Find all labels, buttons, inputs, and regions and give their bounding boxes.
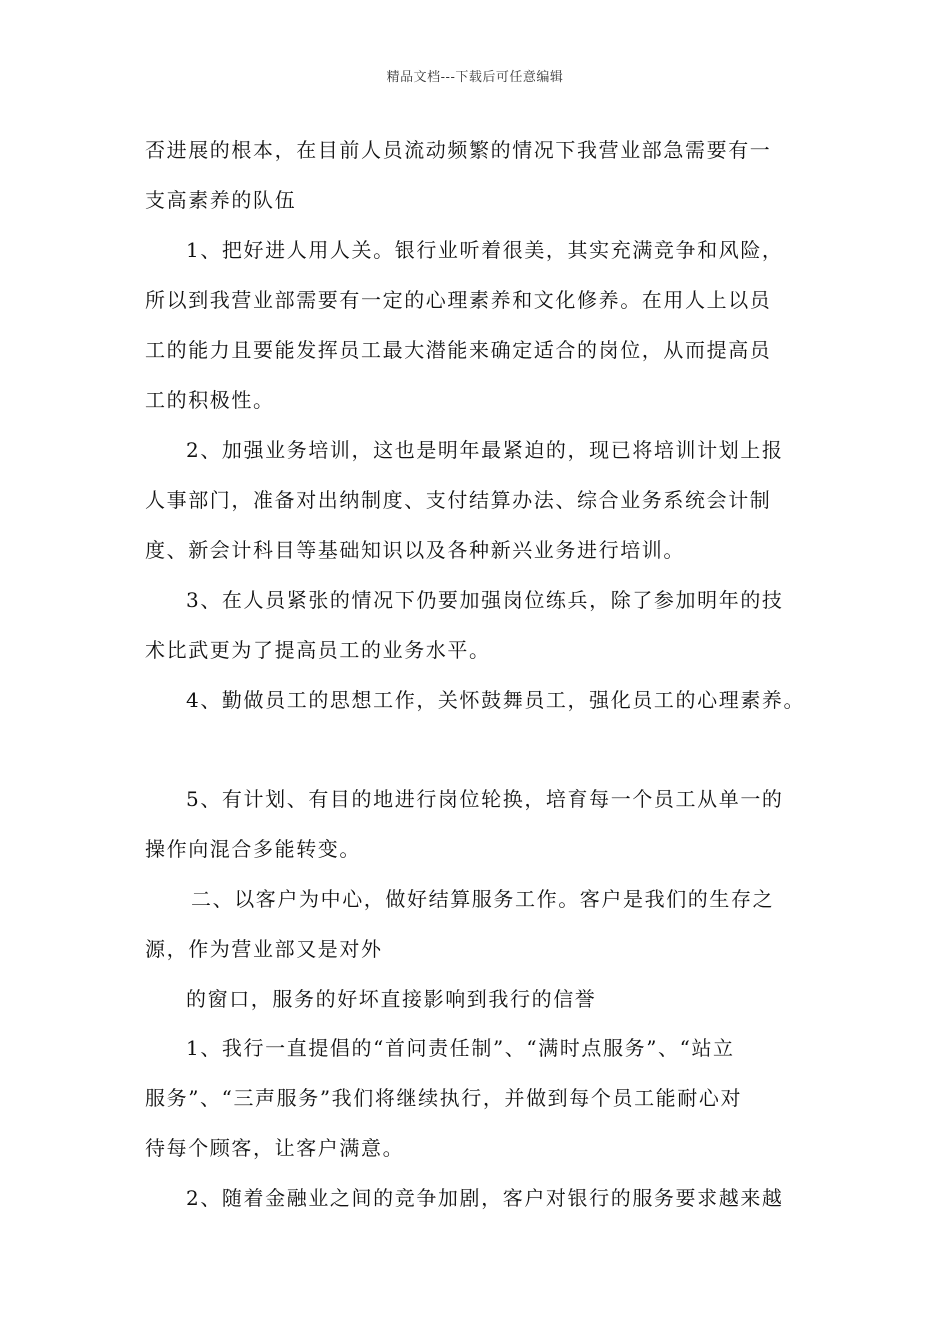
- paragraph-line: 二、以客户为中心，做好结算服务工作。客户是我们的生存之: [191, 887, 775, 911]
- body-line: 度、新会计科目等基础知识以及各种新兴业务进行培训。: [145, 538, 685, 562]
- paragraph-line: 的窗口，服务的好坏直接影响到我行的信誉: [186, 987, 597, 1011]
- body-line: 术比武更为了提高员工的业务水平。: [145, 638, 491, 662]
- paragraph-line: 1、我行一直提倡的“首问责任制”、“满时点服务”、“站立: [186, 1036, 735, 1060]
- body-line: 人事部门，准备对出纳制度、支付结算办法、综合业务系统会计制: [145, 488, 772, 512]
- paragraph-line: 2、随着金融业之间的竞争加剧，客户对银行的服务要求越来越: [186, 1186, 784, 1210]
- body-line: 否进展的根本，在目前人员流动频繁的情况下我营业部急需要有一: [145, 138, 772, 162]
- page-header: 精品文档---下载后可任意编辑: [386, 70, 564, 85]
- body-line: 服务”、“三声服务”我们将继续执行，并做到每个员工能耐心对: [145, 1086, 743, 1110]
- body-line: 源，作为营业部又是对外: [145, 937, 383, 961]
- body-line: 所以到我营业部需要有一定的心理素养和文化修养。在用人上以员: [145, 288, 772, 312]
- body-line: 支高素养的队伍: [145, 188, 297, 212]
- paragraph-line: 5、有计划、有目的地进行岗位轮换，培育每一个员工从单一的: [186, 787, 784, 811]
- body-line: 待每个顾客，让客户满意。: [145, 1136, 405, 1160]
- body-line: 操作向混合多能转变。: [145, 837, 361, 861]
- paragraph-line: 1、把好进人用人关。银行业听着很美，其实充满竞争和风险，: [186, 238, 784, 262]
- body-line: 工的能力且要能发挥员工最大潜能来确定适合的岗位，从而提高员: [145, 338, 772, 362]
- paragraph-line: 4、勤做员工的思想工作，关怀鼓舞员工，强化员工的心理素养。: [186, 688, 806, 712]
- body-line: 工的积极性。: [145, 388, 275, 412]
- paragraph-line: 3、在人员紧张的情况下仍要加强岗位练兵，除了参加明年的技: [186, 588, 784, 612]
- paragraph-line: 2、加强业务培训，这也是明年最紧迫的，现已将培训计划上报: [186, 438, 784, 462]
